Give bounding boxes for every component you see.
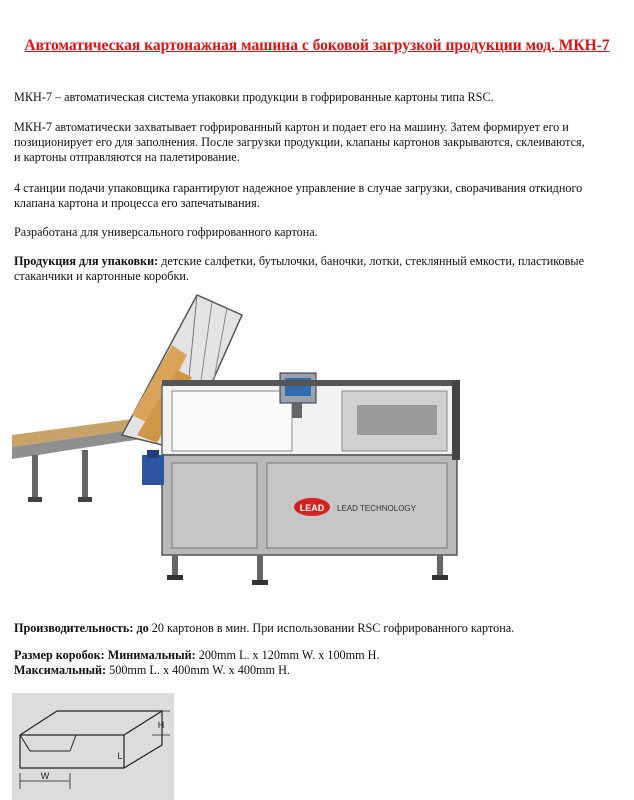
- products-paragraph: [14, 254, 594, 284]
- intro-paragraph: МКН-7 – автоматическая система упаковки продукции в гофрированные картоны типа RSC.: [14, 90, 494, 104]
- performance-paragraph: [14, 621, 594, 636]
- products-text: детские салфетки, бутылочки, баночки, лотки, стеклянный емкости, пластиковые стаканчики и картонные коробки.: [14, 254, 584, 283]
- box-size-label: Размер коробок:: [14, 648, 105, 662]
- performance-prefix: до: [133, 621, 149, 635]
- max-size-label: Максимальный:: [14, 663, 107, 677]
- diagram-label-l: L: [117, 751, 123, 761]
- machine-photo: [12, 285, 477, 595]
- diagram-label-w: W: [40, 771, 50, 781]
- design-paragraph: Разработана для универсального гофрированного картона.: [14, 225, 318, 239]
- brand-logo: LEAD: [299, 503, 325, 513]
- page-title: Автоматическая картонажная машина с боковой загрузкой продукции мод. МКН-7: [24, 37, 610, 54]
- performance-label: Производительность:: [14, 621, 134, 635]
- performance-text: 20 картонов в мин. При использовании RSC гофрированного картона.: [148, 621, 515, 635]
- box-size-max: [14, 663, 594, 678]
- diagram-label-h: H: [157, 720, 165, 730]
- brand-text: LEAD TECHNOLOGY: [337, 504, 416, 513]
- max-size-value: 500mm L. x 400mm W. x 400mm H.: [106, 663, 290, 677]
- box-dimensions-diagram: [12, 693, 174, 800]
- stations-paragraph: 4 станции подачи упаковщика гарантируют надежное управление в случае загрузки, сворачивания откидного клапана картона и процесса его запечатывания.: [14, 181, 583, 210]
- box-size-min: [14, 648, 594, 663]
- process-paragraph: МКН-7 автоматически захватывает гофрированный картон и подает его на машину. Затем формирует его и позиционирует его для заполнения. После загрузки продукции, клапаны картонов закрываются, склеиваются, и картоны отправляются на палетирование.: [14, 120, 585, 164]
- products-label: Продукция для упаковки:: [14, 254, 159, 268]
- min-size-label: Минимальный:: [104, 648, 196, 662]
- min-size-value: 200mm L. x 120mm W. x 100mm H.: [195, 648, 380, 662]
